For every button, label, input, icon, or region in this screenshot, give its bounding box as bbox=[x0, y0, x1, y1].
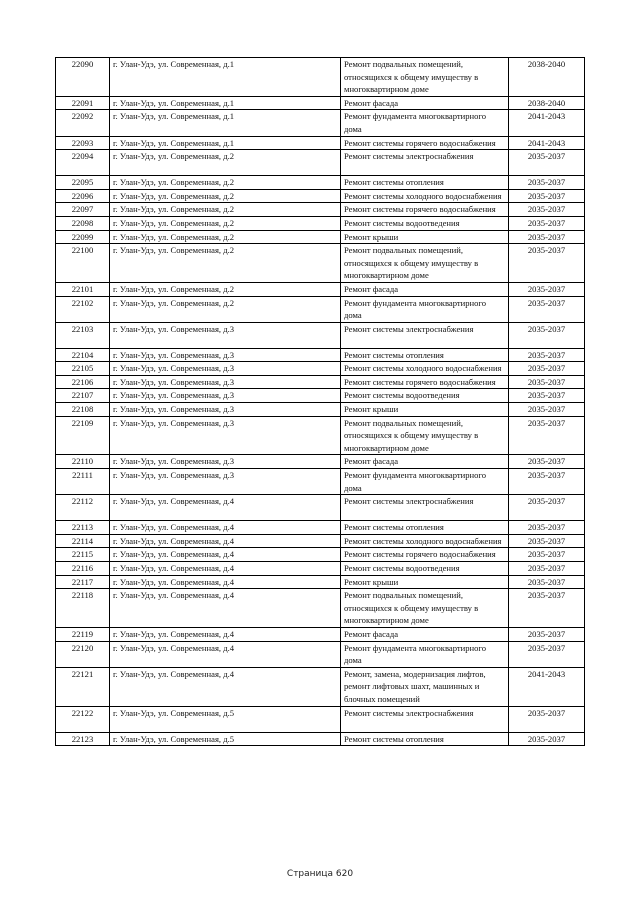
row-years: 2035-2037 bbox=[509, 322, 585, 348]
row-address: г. Улан-Удэ, ул. Современная, д.2 bbox=[110, 203, 341, 217]
row-work-type: Ремонт системы горячего водоснабжения bbox=[341, 203, 509, 217]
row-address: г. Улан-Удэ, ул. Современная, д.2 bbox=[110, 189, 341, 203]
table-row bbox=[56, 150, 585, 176]
row-years: 2035-2037 bbox=[509, 562, 585, 576]
row-number: 22114 bbox=[56, 534, 110, 548]
row-years: 2035-2037 bbox=[509, 706, 585, 732]
row-address: г. Улан-Удэ, ул. Современная, д.3 bbox=[110, 322, 341, 348]
table-row bbox=[56, 296, 585, 322]
row-number: 22117 bbox=[56, 575, 110, 589]
row-address: г. Улан-Удэ, ул. Современная, д.4 bbox=[110, 548, 341, 562]
table-row bbox=[56, 96, 585, 110]
row-number: 22096 bbox=[56, 189, 110, 203]
table-row bbox=[56, 627, 585, 641]
table-row bbox=[56, 136, 585, 150]
row-number: 22115 bbox=[56, 548, 110, 562]
row-years: 2035-2037 bbox=[509, 150, 585, 176]
row-years: 2035-2037 bbox=[509, 495, 585, 521]
row-number: 22120 bbox=[56, 641, 110, 667]
row-number: 22122 bbox=[56, 706, 110, 732]
row-work-type: Ремонт крыши bbox=[341, 575, 509, 589]
row-number: 22091 bbox=[56, 96, 110, 110]
row-address: г. Улан-Удэ, ул. Современная, д.5 bbox=[110, 732, 341, 746]
table-row bbox=[56, 176, 585, 190]
row-work-type: Ремонт системы горячего водоснабжения bbox=[341, 375, 509, 389]
row-address: г. Улан-Удэ, ул. Современная, д.1 bbox=[110, 96, 341, 110]
row-years: 2035-2037 bbox=[509, 389, 585, 403]
table-row bbox=[56, 521, 585, 535]
row-address: г. Улан-Удэ, ул. Современная, д.3 bbox=[110, 348, 341, 362]
row-work-type: Ремонт системы электроснабжения bbox=[341, 150, 509, 176]
table-row bbox=[56, 575, 585, 589]
row-address: г. Улан-Удэ, ул. Современная, д.2 bbox=[110, 150, 341, 176]
row-years: 2035-2037 bbox=[509, 469, 585, 495]
row-years: 2035-2037 bbox=[509, 203, 585, 217]
row-work-type: Ремонт системы водоотведения bbox=[341, 389, 509, 403]
row-address: г. Улан-Удэ, ул. Современная, д.4 bbox=[110, 641, 341, 667]
row-address: г. Улан-Удэ, ул. Современная, д.1 bbox=[110, 110, 341, 136]
table-row bbox=[56, 110, 585, 136]
table-row bbox=[56, 548, 585, 562]
page-number: Страница 620 bbox=[286, 869, 354, 879]
row-years: 2041-2043 bbox=[509, 136, 585, 150]
row-address: г. Улан-Удэ, ул. Современная, д.1 bbox=[110, 136, 341, 150]
row-address: г. Улан-Удэ, ул. Современная, д.2 bbox=[110, 216, 341, 230]
row-years: 2035-2037 bbox=[509, 282, 585, 296]
row-work-type: Ремонт фундамента многоквартирного дома bbox=[341, 110, 509, 136]
row-years: 2035-2037 bbox=[509, 589, 585, 628]
row-work-type: Ремонт подвальных помещений, относящихся к общему имуществу в многоквартирном доме bbox=[341, 589, 509, 628]
table-row bbox=[56, 469, 585, 495]
row-number: 22099 bbox=[56, 230, 110, 244]
row-number: 22106 bbox=[56, 375, 110, 389]
row-number: 22101 bbox=[56, 282, 110, 296]
row-work-type: Ремонт крыши bbox=[341, 230, 509, 244]
row-number: 22107 bbox=[56, 389, 110, 403]
row-years: 2035-2037 bbox=[509, 176, 585, 190]
table-row bbox=[56, 216, 585, 230]
row-years: 2035-2037 bbox=[509, 521, 585, 535]
row-years: 2035-2037 bbox=[509, 348, 585, 362]
row-number: 22104 bbox=[56, 348, 110, 362]
row-address: г. Улан-Удэ, ул. Современная, д.3 bbox=[110, 455, 341, 469]
row-years: 2035-2037 bbox=[509, 575, 585, 589]
row-address: г. Улан-Удэ, ул. Современная, д.1 bbox=[110, 58, 341, 97]
row-years: 2038-2040 bbox=[509, 58, 585, 97]
table-row bbox=[56, 203, 585, 217]
row-years: 2035-2037 bbox=[509, 732, 585, 746]
row-address: г. Улан-Удэ, ул. Современная, д.3 bbox=[110, 389, 341, 403]
row-number: 22113 bbox=[56, 521, 110, 535]
row-number: 22123 bbox=[56, 732, 110, 746]
row-address: г. Улан-Удэ, ул. Современная, д.3 bbox=[110, 469, 341, 495]
row-work-type: Ремонт системы горячего водоснабжения bbox=[341, 136, 509, 150]
row-work-type: Ремонт подвальных помещений, относящихся к общему имуществу в многоквартирном доме bbox=[341, 58, 509, 97]
row-years: 2035-2037 bbox=[509, 416, 585, 455]
row-number: 22097 bbox=[56, 203, 110, 217]
row-work-type: Ремонт системы электроснабжения bbox=[341, 706, 509, 732]
row-address: г. Улан-Удэ, ул. Современная, д.2 bbox=[110, 296, 341, 322]
table-row bbox=[56, 322, 585, 348]
row-number: 22111 bbox=[56, 469, 110, 495]
table-row bbox=[56, 732, 585, 746]
row-years: 2035-2037 bbox=[509, 534, 585, 548]
row-number: 22109 bbox=[56, 416, 110, 455]
table-row bbox=[56, 455, 585, 469]
row-work-type: Ремонт крыши bbox=[341, 403, 509, 417]
row-address: г. Улан-Удэ, ул. Современная, д.2 bbox=[110, 230, 341, 244]
repair-schedule-table bbox=[55, 57, 585, 746]
row-work-type: Ремонт подвальных помещений, относящихся к общему имуществу в многоквартирном доме bbox=[341, 244, 509, 283]
table-row bbox=[56, 58, 585, 97]
row-work-type: Ремонт фундамента многоквартирного дома bbox=[341, 296, 509, 322]
row-address: г. Улан-Удэ, ул. Современная, д.4 bbox=[110, 627, 341, 641]
row-work-type: Ремонт системы горячего водоснабжения bbox=[341, 548, 509, 562]
row-work-type: Ремонт системы отопления bbox=[341, 521, 509, 535]
row-years: 2035-2037 bbox=[509, 375, 585, 389]
row-address: г. Улан-Удэ, ул. Современная, д.3 bbox=[110, 416, 341, 455]
row-number: 22095 bbox=[56, 176, 110, 190]
row-years: 2035-2037 bbox=[509, 244, 585, 283]
row-work-type: Ремонт системы холодного водоснабжения bbox=[341, 189, 509, 203]
row-number: 22092 bbox=[56, 110, 110, 136]
row-work-type: Ремонт фасада bbox=[341, 627, 509, 641]
row-work-type: Ремонт системы отопления bbox=[341, 732, 509, 746]
row-address: г. Улан-Удэ, ул. Современная, д.2 bbox=[110, 282, 341, 296]
row-work-type: Ремонт, замена, модернизация лифтов, ремонт лифтовых шахт, машинных и блочных помещений bbox=[341, 667, 509, 706]
table-row bbox=[56, 244, 585, 283]
row-address: г. Улан-Удэ, ул. Современная, д.2 bbox=[110, 176, 341, 190]
row-years: 2035-2037 bbox=[509, 216, 585, 230]
row-work-type: Ремонт системы отопления bbox=[341, 176, 509, 190]
row-address: г. Улан-Удэ, ул. Современная, д.3 bbox=[110, 362, 341, 376]
table-row bbox=[56, 416, 585, 455]
row-years: 2035-2037 bbox=[509, 548, 585, 562]
row-address: г. Улан-Удэ, ул. Современная, д.4 bbox=[110, 521, 341, 535]
row-work-type: Ремонт системы электроснабжения bbox=[341, 495, 509, 521]
row-years: 2038-2040 bbox=[509, 96, 585, 110]
row-number: 22116 bbox=[56, 562, 110, 576]
table-row bbox=[56, 403, 585, 417]
row-address: г. Улан-Удэ, ул. Современная, д.4 bbox=[110, 667, 341, 706]
row-number: 22094 bbox=[56, 150, 110, 176]
row-years: 2035-2037 bbox=[509, 296, 585, 322]
row-work-type: Ремонт системы водоотведения bbox=[341, 562, 509, 576]
row-work-type: Ремонт фундамента многоквартирного дома bbox=[341, 469, 509, 495]
row-number: 22100 bbox=[56, 244, 110, 283]
table-body bbox=[56, 58, 585, 746]
table-row bbox=[56, 534, 585, 548]
row-years: 2035-2037 bbox=[509, 230, 585, 244]
table-row bbox=[56, 362, 585, 376]
row-address: г. Улан-Удэ, ул. Современная, д.4 bbox=[110, 562, 341, 576]
row-address: г. Улан-Удэ, ул. Современная, д.3 bbox=[110, 403, 341, 417]
row-work-type: Ремонт системы холодного водоснабжения bbox=[341, 534, 509, 548]
row-number: 22119 bbox=[56, 627, 110, 641]
row-address: г. Улан-Удэ, ул. Современная, д.4 bbox=[110, 575, 341, 589]
row-work-type: Ремонт фасада bbox=[341, 282, 509, 296]
row-years: 2035-2037 bbox=[509, 641, 585, 667]
row-years: 2035-2037 bbox=[509, 455, 585, 469]
row-years: 2035-2037 bbox=[509, 627, 585, 641]
row-years: 2041-2043 bbox=[509, 667, 585, 706]
table-row bbox=[56, 348, 585, 362]
row-address: г. Улан-Удэ, ул. Современная, д.4 bbox=[110, 589, 341, 628]
row-address: г. Улан-Удэ, ул. Современная, д.5 bbox=[110, 706, 341, 732]
row-address: г. Улан-Удэ, ул. Современная, д.2 bbox=[110, 244, 341, 283]
row-number: 22108 bbox=[56, 403, 110, 417]
table-row bbox=[56, 589, 585, 628]
table-row bbox=[56, 667, 585, 706]
row-number: 22090 bbox=[56, 58, 110, 97]
row-number: 22112 bbox=[56, 495, 110, 521]
row-years: 2035-2037 bbox=[509, 189, 585, 203]
table-row bbox=[56, 230, 585, 244]
row-work-type: Ремонт подвальных помещений, относящихся к общему имуществу в многоквартирном доме bbox=[341, 416, 509, 455]
row-work-type: Ремонт системы электроснабжения bbox=[341, 322, 509, 348]
row-work-type: Ремонт фасада bbox=[341, 96, 509, 110]
row-number: 22102 bbox=[56, 296, 110, 322]
table-row bbox=[56, 189, 585, 203]
row-number: 22118 bbox=[56, 589, 110, 628]
table-row bbox=[56, 375, 585, 389]
row-number: 22098 bbox=[56, 216, 110, 230]
row-number: 22103 bbox=[56, 322, 110, 348]
row-years: 2035-2037 bbox=[509, 403, 585, 417]
row-address: г. Улан-Удэ, ул. Современная, д.4 bbox=[110, 495, 341, 521]
table-row bbox=[56, 389, 585, 403]
row-number: 22121 bbox=[56, 667, 110, 706]
table-row bbox=[56, 495, 585, 521]
row-work-type: Ремонт системы отопления bbox=[341, 348, 509, 362]
table-row bbox=[56, 641, 585, 667]
row-work-type: Ремонт системы водоотведения bbox=[341, 216, 509, 230]
row-address: г. Улан-Удэ, ул. Современная, д.4 bbox=[110, 534, 341, 548]
row-work-type: Ремонт фасада bbox=[341, 455, 509, 469]
row-number: 22105 bbox=[56, 362, 110, 376]
table-row bbox=[56, 562, 585, 576]
row-work-type: Ремонт фундамента многоквартирного дома bbox=[341, 641, 509, 667]
row-number: 22110 bbox=[56, 455, 110, 469]
row-address: г. Улан-Удэ, ул. Современная, д.3 bbox=[110, 375, 341, 389]
row-years: 2035-2037 bbox=[509, 362, 585, 376]
row-work-type: Ремонт системы холодного водоснабжения bbox=[341, 362, 509, 376]
table-row bbox=[56, 282, 585, 296]
row-number: 22093 bbox=[56, 136, 110, 150]
row-years: 2041-2043 bbox=[509, 110, 585, 136]
table-row bbox=[56, 706, 585, 732]
